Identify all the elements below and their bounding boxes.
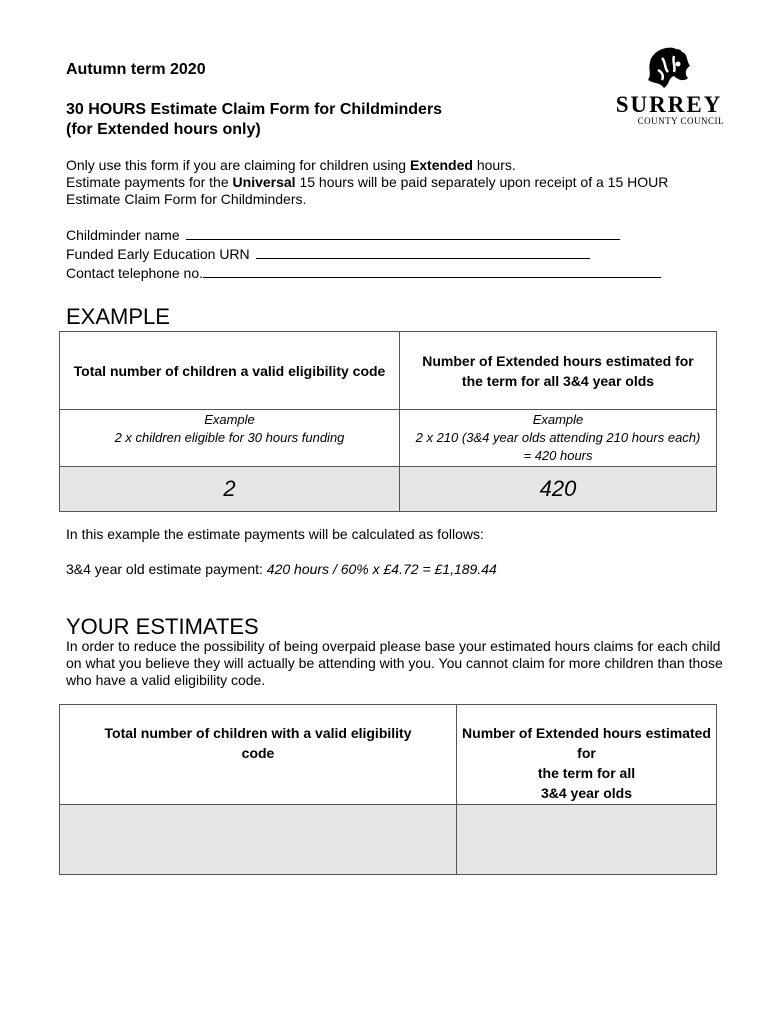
example-col1-explanation: Example 2 x children eligible for 30 hours funding (60, 410, 400, 467)
intro-text (66, 157, 716, 208)
example-explanation-row (60, 410, 717, 467)
urn-row (66, 245, 726, 264)
logo-subtitle: COUNTY COUNCIL (637, 116, 724, 126)
estimates-col2-header: Number of Extended hours estimated for the term for all 3&4 year olds (457, 705, 717, 805)
phone-row (66, 264, 726, 283)
urn-field[interactable] (256, 246, 590, 259)
example-value-row (60, 467, 717, 512)
calc-intro: In this example the estimate payments will be calculated as follows: (66, 526, 484, 542)
childminder-name-field[interactable] (186, 227, 620, 240)
surrey-logo (614, 44, 724, 128)
calc-line (66, 561, 497, 577)
example-col2-header: Number of Extended hours estimated for the term for all 3&4 year olds (400, 332, 717, 410)
logo-wordmark: SURREY (615, 92, 723, 117)
children-count-input[interactable] (60, 805, 457, 875)
estimates-header-row (60, 705, 717, 805)
phone-label: Contact telephone no. (66, 265, 203, 281)
example-col2-explanation: Example 2 x 210 (3&4 year olds attending 210 hours each) = 420 hours (400, 410, 717, 467)
intro-line2: Estimate payments for the Universal 15 hours will be paid separately upon receipt of a 15 HOUR Estimate Claim Form for Childminders. (66, 174, 669, 207)
example-table (59, 331, 717, 512)
example-heading: EXAMPLE (66, 304, 170, 329)
term-label: Autumn term 2020 (66, 61, 206, 78)
calc-value: 420 hours / 60% x £4.72 = £1,189.44 (266, 561, 497, 577)
form-title-line1: 30 HOURS Estimate Claim Form for Childminders (66, 101, 443, 118)
urn-label: Funded Early Education URN (66, 246, 250, 262)
childminder-name-row (66, 226, 726, 245)
calc-label: 3&4 year old estimate payment: (66, 561, 267, 577)
form-title (66, 100, 442, 140)
contact-fields (66, 226, 726, 283)
example-col1-value: 2 (60, 467, 400, 512)
example-col2-value: 420 (400, 467, 717, 512)
example-header-row (60, 332, 717, 410)
estimates-paragraph: In order to reduce the possibility of being overpaid please base your estimated hours claims for each child on what you believe they will actually be attending with you. You cannot claim for more children than those who have a valid eligibility code. (66, 638, 723, 688)
oak-leaf-icon (614, 44, 724, 92)
estimates-heading: YOUR ESTIMATES (66, 614, 259, 639)
form-title-line2: (for Extended hours only) (66, 121, 261, 138)
example-col1-header: Total number of children a valid eligibility code (60, 332, 400, 410)
phone-field[interactable] (203, 265, 661, 278)
intro-line1: Only use this form if you are claiming for children using Extended hours. (66, 157, 516, 173)
estimates-table (59, 704, 717, 875)
childminder-name-label: Childminder name (66, 227, 180, 243)
estimates-col1-header: Total number of children with a valid eligibility code (60, 705, 457, 805)
estimates-input-row (60, 805, 717, 875)
extended-hours-input[interactable] (457, 805, 717, 875)
